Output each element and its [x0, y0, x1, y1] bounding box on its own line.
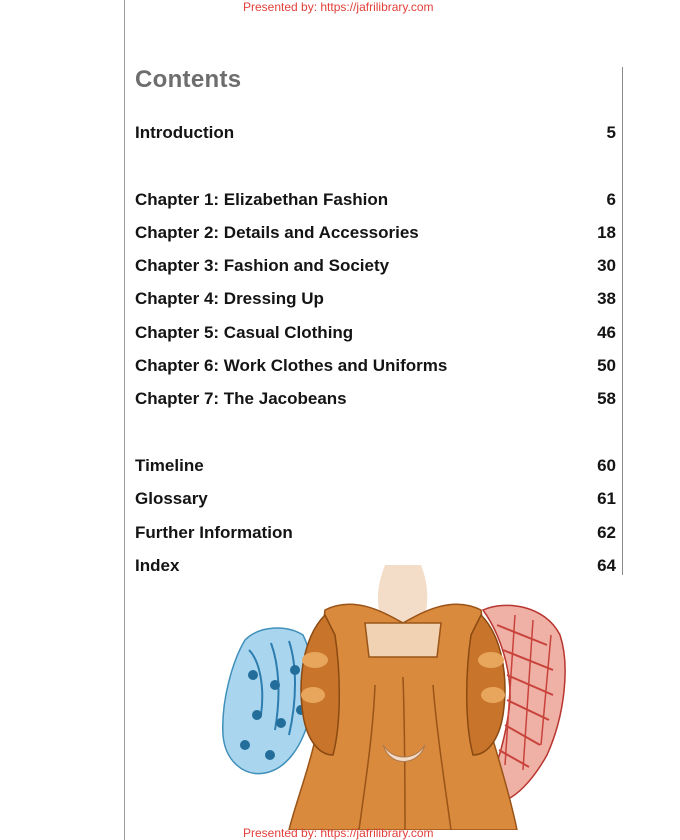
- toc-entry-chapter-2[interactable]: [135, 221, 616, 245]
- toc-entry-chapter-5[interactable]: [135, 321, 616, 345]
- toc-entry-page: 62: [597, 523, 616, 542]
- toc-entry-glossary[interactable]: [135, 487, 616, 511]
- toc-entry-page: 61: [597, 489, 616, 508]
- toc-entry-label: Timeline: [135, 456, 204, 475]
- toc-entry-page: 6: [606, 190, 616, 209]
- toc-entry-label: Chapter 2: Details and Accessories: [135, 223, 419, 242]
- gown-illustration: [289, 565, 517, 830]
- page-title: Contents: [135, 66, 242, 93]
- toc-entry-label: Glossary: [135, 489, 208, 508]
- blue-sleeve-illustration: [223, 628, 313, 774]
- watermark-bottom: Presented by: https://jafrilibrary.com: [243, 826, 434, 840]
- toc-entry-page: 50: [597, 356, 616, 375]
- toc-entry-page: 64: [597, 556, 616, 575]
- toc-entry-page: 18: [597, 223, 616, 242]
- watermark-top: Presented by: https://jafrilibrary.com: [243, 0, 434, 14]
- toc-entry-chapter-7[interactable]: [135, 387, 616, 411]
- toc-entry-label: Introduction: [135, 123, 235, 142]
- toc-entry-label: Chapter 4: Dressing Up: [135, 289, 324, 308]
- toc-entry-page: 46: [597, 323, 616, 342]
- toc-entry-label: Chapter 5: Casual Clothing: [135, 323, 354, 342]
- toc-entry-introduction[interactable]: [135, 121, 616, 145]
- toc-entry-page: 38: [597, 289, 616, 308]
- toc-entry-page: 30: [597, 256, 616, 275]
- toc-entry-page: 58: [597, 389, 616, 408]
- toc-entry-chapter-6[interactable]: [135, 354, 616, 378]
- toc-entry-page: 60: [597, 456, 616, 475]
- toc-entry-further-information[interactable]: [135, 521, 616, 545]
- toc-entry-chapter-4[interactable]: [135, 287, 616, 311]
- right-margin-rule: [622, 67, 623, 575]
- toc-entry-chapter-1[interactable]: [135, 188, 616, 212]
- toc-entry-label: Chapter 3: Fashion and Society: [135, 256, 390, 275]
- left-margin-rule: [124, 0, 125, 840]
- toc-entry-label: Further Information: [135, 523, 293, 542]
- elizabethan-costume-illustration: [215, 565, 590, 830]
- toc-entry-label: Chapter 6: Work Clothes and Uniforms: [135, 356, 448, 375]
- toc-entry-timeline[interactable]: [135, 454, 616, 478]
- toc-entry-label: Chapter 7: The Jacobeans: [135, 389, 347, 408]
- toc-entry-chapter-3[interactable]: [135, 254, 616, 278]
- toc-entry-label: Chapter 1: Elizabethan Fashion: [135, 190, 389, 209]
- toc-entry-label: Index: [135, 556, 180, 575]
- toc-entry-page: 5: [606, 123, 616, 142]
